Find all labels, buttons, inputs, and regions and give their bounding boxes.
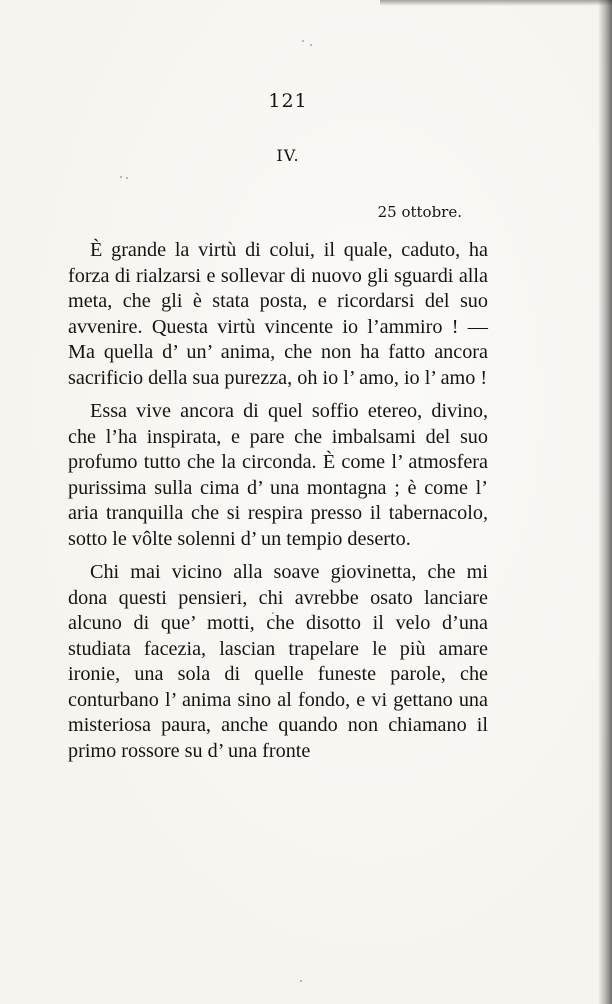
section-number: IV. bbox=[276, 146, 300, 165]
paragraph-2: Essa vive ancora di quel soffio etereo, divino, che l’ha inspirata, e pare che imbalsami del suo profumo tutto che la circonda. È come l’ atmosfera purissima sulla cima d’ una montagna ; è come l’ aria tranquilla che si respira presso il tabernacolo, sotto le vôlte solenni d’ un tempio deserto. bbox=[68, 400, 488, 550]
page-shadow-top bbox=[380, 0, 612, 6]
entry-date: 25 ottobre. bbox=[377, 203, 462, 221]
paragraph-3: Chi mai vicino alla soave giovinetta, che mi dona questi pensieri, chi avrebbe osato lanciare alcuno di que’ motti, che disotto il velo d’una studiata facezia, lascian trapelare le più amare ironie, una sola di quelle funeste parole, che conturbano l’ anima sino al fondo, e vi gettano una misteriosa paura, anche quando non chiamano il primo rossore su d’ una fronte bbox=[68, 561, 488, 762]
page-shadow-right bbox=[598, 0, 612, 1004]
paragraph-1: È grande la virtù di colui, il quale, caduto, ha forza di rialzarsi e sollevar di nuovo gli sguardi alla meta, che gli è stata posta, e ricordarsi del suo avvenire. Questa virtù vincente io l’ammiro ! — Ma quella d’ un’ anima, che non ha fatto ancora sacrificio della sua purezza, oh io l’ amo, io l’ amo ! bbox=[68, 239, 488, 389]
page-number: 121 bbox=[268, 90, 308, 112]
body-text bbox=[68, 238, 488, 764]
